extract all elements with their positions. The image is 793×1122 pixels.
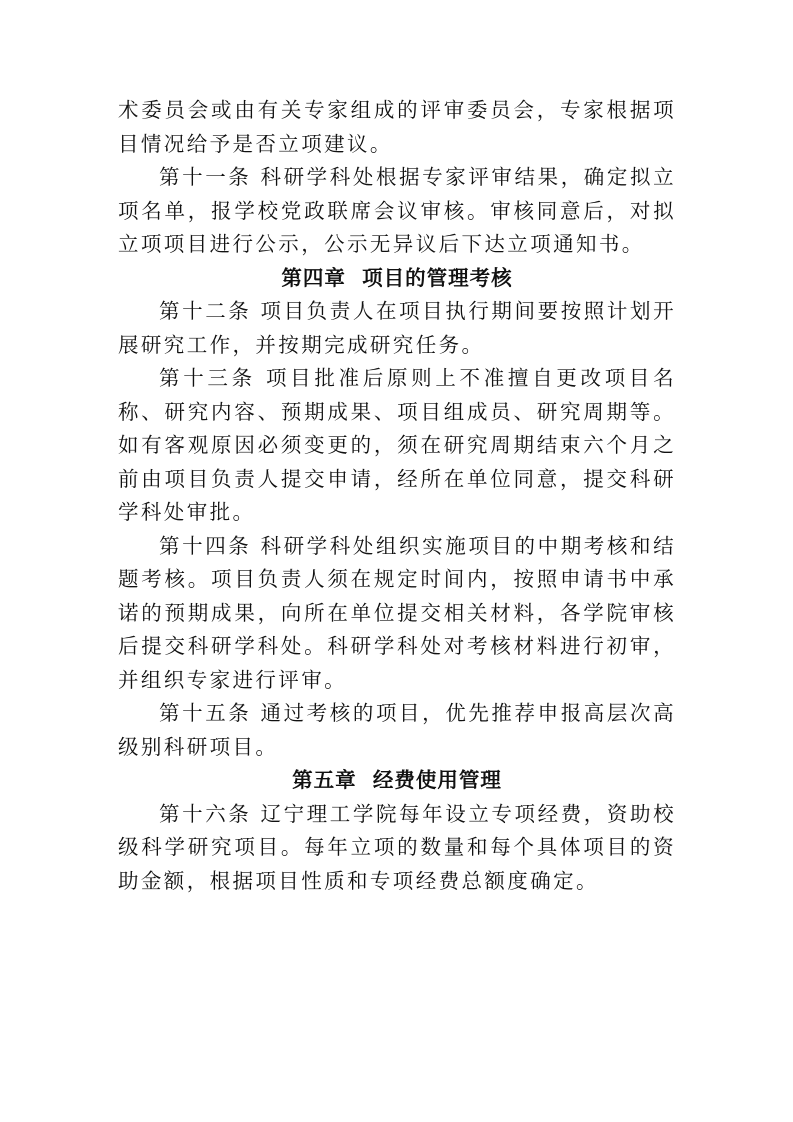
paragraph-article-12: 第十二条 项目负责人在项目执行期间要按照计划开展研究工作，并按期完成研究任务。 bbox=[118, 299, 676, 357]
document-body bbox=[118, 94, 676, 898]
paragraph-article-16: 第十六条 辽宁理工学院每年设立专项经费，资助校级科学研究项目。每年立项的数量和每个具体项目的资助金额，根据项目性质和专项经费总额度确定。 bbox=[118, 801, 676, 893]
paragraph-article-11: 第十一条 科研学科处根据专家评审结果，确定拟立项名单，报学校党政联席会议审核。审核同意后，对拟立项项目进行公示，公示无异议后下达立项通知书。 bbox=[118, 165, 676, 256]
chapter-heading-5: 第五章 经费使用管理 bbox=[292, 768, 502, 792]
paragraph-article-14: 第十四条 科研学科处组织实施项目的中期考核和结题考核。项目负责人须在规定时间内，按照申请书中承诺的预期成果，向所在单位提交相关材料，各学院审核后提交科研学科处。科研学科处对考核材料进行初审，并组织专家进行评审。 bbox=[118, 533, 676, 692]
chapter-heading-4: 第四章 项目的管理考核 bbox=[281, 265, 513, 290]
paragraph-article-15: 第十五条 通过考核的项目，优先推荐申报高层次高级别科研项目。 bbox=[118, 701, 676, 759]
paragraph-article-10-continued: 术委员会或由有关专家组成的评审委员会，专家根据项目情况给予是否立项建议。 bbox=[118, 98, 676, 156]
paragraph-article-13: 第十三条 项目批准后原则上不准擅自更改项目名称、研究内容、预期成果、项目组成员、研究周期等。如有客观原因必须变更的，须在研究周期结束六个月之前由项目负责人提交申请，经所在单位同意，提交科研学科处审批。 bbox=[118, 366, 676, 524]
